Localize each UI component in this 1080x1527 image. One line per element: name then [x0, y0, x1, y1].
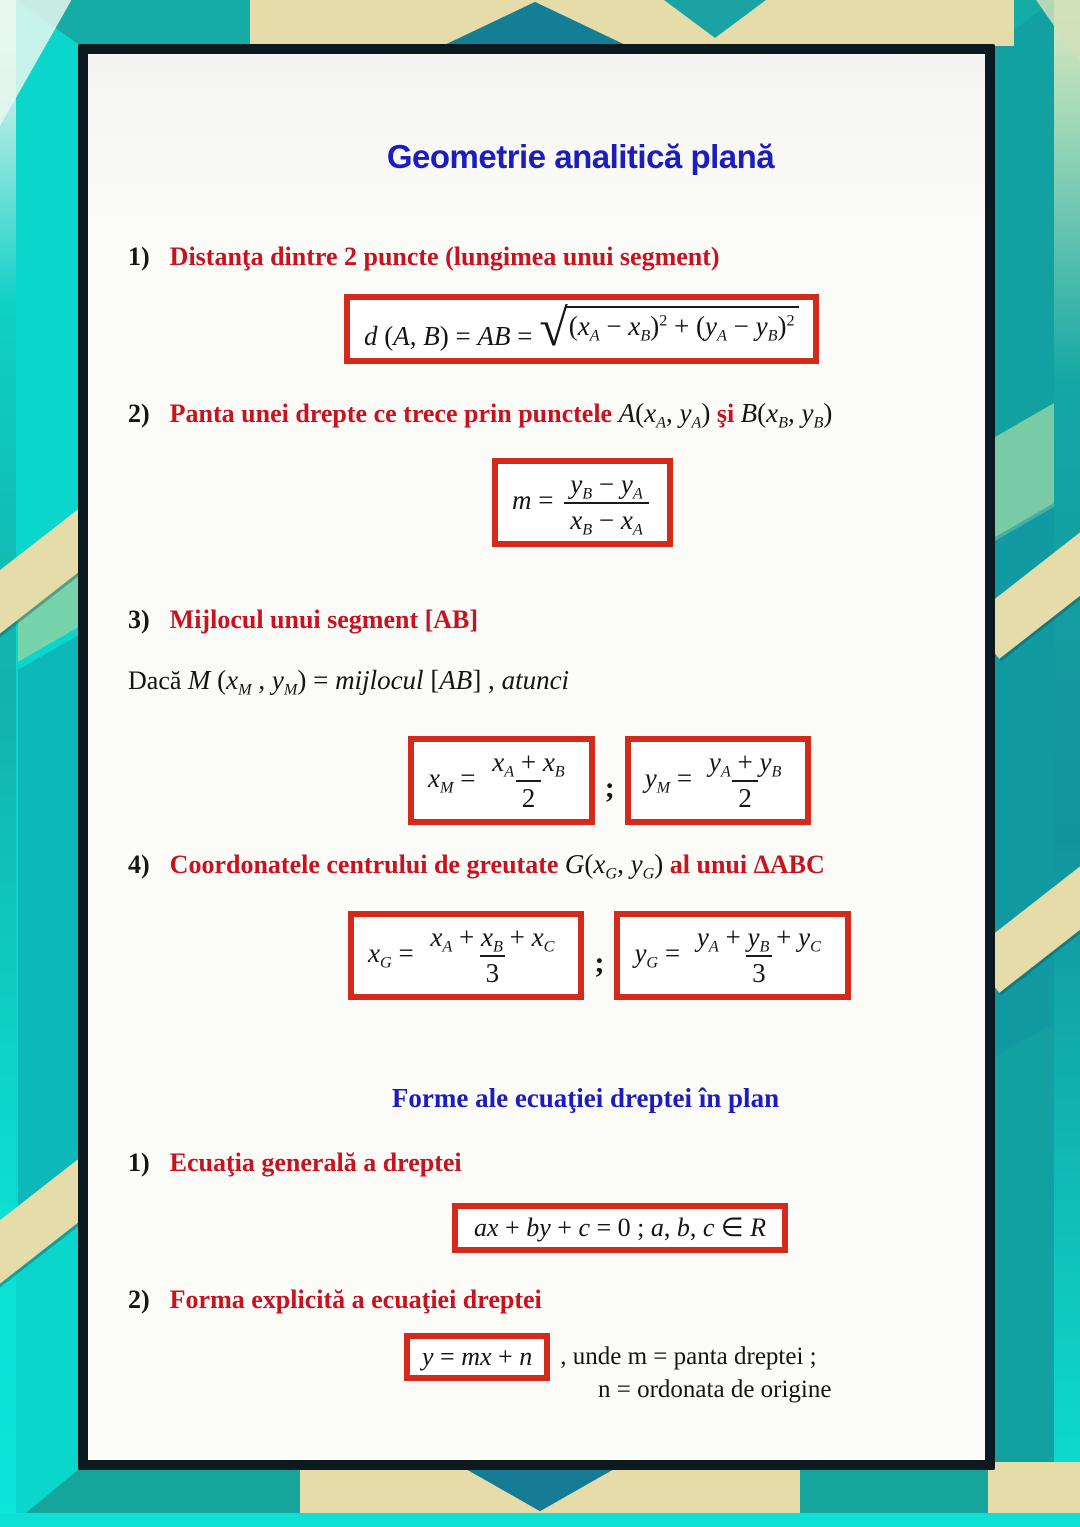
- page: [88, 54, 985, 1460]
- deco-right-margin: [1054, 0, 1080, 1527]
- section-number: 3): [128, 605, 150, 634]
- formula-yg: $y_G$ = $\frac{y_A + y_B + y_C}{3}$: [634, 922, 821, 988]
- formula-slope: m = $\frac{y_B - y_A}{x_B - x_A}$: [512, 485, 653, 515]
- centroid-formula-row: [348, 911, 851, 1000]
- formula-box-yg: [614, 911, 850, 1000]
- section-slope-heading: [128, 398, 833, 432]
- section-heading-text: Forma explicită a ecuaţiei dreptei: [169, 1285, 542, 1314]
- section-heading-text: Distanţa dintre 2 puncte (lungimea unui segment): [169, 242, 720, 271]
- separator-semicolon: ;: [604, 770, 615, 804]
- formula-xm: $x_M$ = $\frac{x_A + x_B}{2}$: [428, 747, 565, 813]
- explicit-form-note-1: , unde m = panta dreptei ;: [560, 1343, 817, 1370]
- sqrt-sign: √: [539, 300, 568, 357]
- section-number: 1): [128, 242, 150, 271]
- midpoint-condition-line: [128, 665, 570, 699]
- page-title: Geometrie analitică plană: [386, 138, 775, 175]
- deco-left-dark-patch: [18, 634, 80, 1210]
- formula-box-xm: [408, 736, 595, 825]
- section-explicit-form-heading: [128, 1285, 542, 1315]
- midpoint-formula-row: [408, 736, 811, 825]
- midpoint-math: M ($x_M$ , $y_M$) = mijlocul [AB] , atunci: [187, 665, 570, 699]
- section-general-eq-heading: [128, 1148, 462, 1178]
- point-b-math: $B(x_B$, $y_B$): [740, 398, 833, 432]
- section-heading-text: Mijlocul unui segment [AB]: [169, 605, 479, 634]
- deco-bottom-cyan-strip: [0, 1513, 1080, 1527]
- section-heading-tail: al unui ΔABC: [669, 850, 825, 879]
- deco-top-cream-band: [250, 0, 1014, 46]
- formula-ym: $y_M$ = $\frac{y_A + y_B}{2}$: [644, 747, 782, 813]
- formula-box-general-eq: [452, 1203, 788, 1253]
- formula-general-eq: ax + by + c = 0 ; a, b, c ∈ R: [474, 1213, 766, 1242]
- deco-left-margin: [0, 0, 16, 1527]
- section-heading-text: Panta unei drepte ce trece prin punctele: [169, 399, 613, 428]
- explicit-form-row: [404, 1333, 817, 1381]
- formula-box-slope: [492, 458, 673, 547]
- formula-box-xg: [348, 911, 584, 1000]
- section-centroid-heading: [128, 849, 825, 883]
- point-a-math: $A(x_A$, $y_A$): [618, 398, 711, 432]
- formula-box-explicit: [404, 1333, 550, 1381]
- explicit-form-note-2: n = ordonata de origine: [598, 1376, 832, 1403]
- section-heading-text: Coordonatele centrului de greutate: [169, 850, 559, 879]
- formula-distance: d (A, B) = AB = √ $(x_A - x_B)^2 + (y_A - y_B)^2$: [364, 321, 799, 351]
- section-number: 2): [128, 1285, 150, 1314]
- si-conjunction: şi: [716, 399, 735, 428]
- section-number: 1): [128, 1148, 150, 1177]
- section-number: 2): [128, 399, 150, 428]
- section-distance-heading: [128, 242, 720, 272]
- formula-box-ym: [625, 736, 812, 825]
- separator-semicolon: ;: [594, 945, 605, 979]
- line-forms-subtitle: Forme ale ecuaţiei dreptei în plan: [391, 1083, 780, 1113]
- formula-explicit: y = mx + n: [422, 1342, 533, 1371]
- point-g-math: $G(x_G$, $y_G$): [564, 849, 664, 883]
- formula-box-distance: [344, 294, 819, 364]
- daca-word: Dacă: [128, 666, 182, 695]
- deco-bottom-cream-right: [988, 1462, 1080, 1516]
- section-midpoint-heading: [128, 605, 478, 635]
- section-number: 4): [128, 850, 150, 879]
- formula-xg: $x_G$ = $\frac{x_A + x_B + x_C}{3}$: [368, 922, 555, 988]
- section-heading-text: Ecuaţia generală a dreptei: [169, 1148, 462, 1177]
